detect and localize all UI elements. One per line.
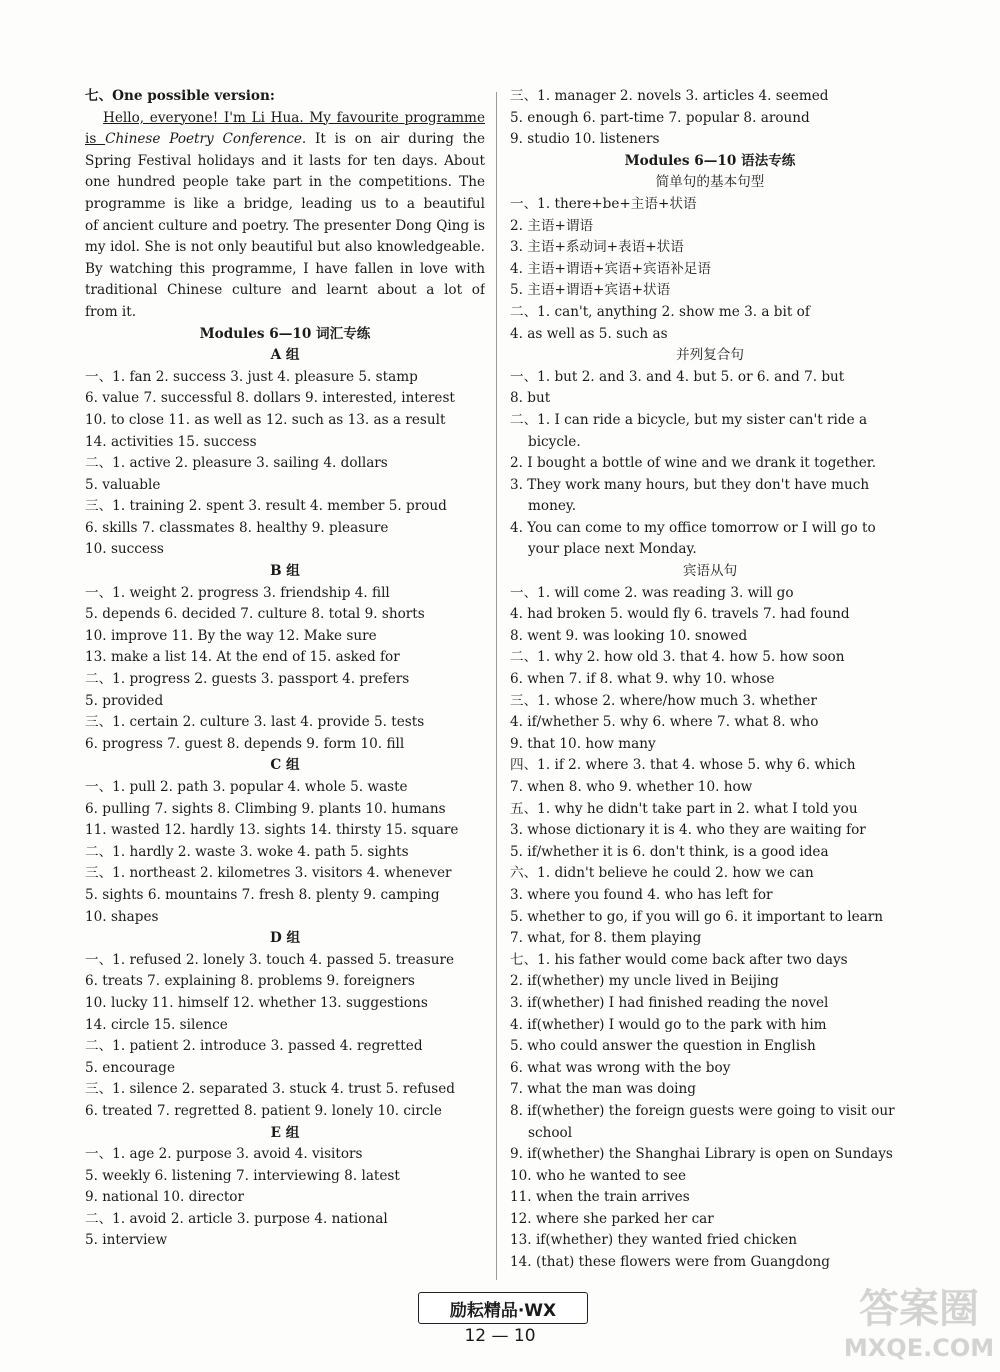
answer-line: 9. that 10. how many xyxy=(510,735,656,752)
answer-line: 5. if/whether it is 6. don't think, is a good idea xyxy=(510,843,829,860)
answer-line: 5. interview xyxy=(85,1232,168,1249)
answer-line: bicycle. xyxy=(528,433,581,450)
answer-line: 一、1. refused 2. lonely 3. touch 4. passed 5. treasure xyxy=(85,951,454,968)
answer-line: 二、1. why 2. how old 3. that 4. how 5. how soon xyxy=(510,649,845,666)
answer-line: 14. (that) these flowers were from Guangdong xyxy=(510,1254,830,1271)
answer-line: 七、1. his father would come back after two days xyxy=(510,951,848,968)
essay-line: of ancient culture and poetry. The presenter Dong Qing is xyxy=(85,217,485,234)
answer-line: 5. sights 6. mountains 7. fresh 8. plenty 9. camping xyxy=(85,886,440,903)
answer-line: 5. enough 6. part-time 7. popular 8. around xyxy=(510,109,810,126)
group-heading: E 组 xyxy=(270,1124,300,1141)
answer-line: 一、1. will come 2. was reading 3. will go xyxy=(510,584,794,601)
answer-line: 9. studio 10. listeners xyxy=(510,131,660,148)
answer-line: 5. provided xyxy=(85,692,164,709)
answer-line: 13. if(whether) they wanted fried chicken xyxy=(510,1232,798,1249)
answers-continued xyxy=(510,86,910,151)
essay-line: By watching this programme, I have fallen in love with xyxy=(85,260,485,277)
answer-line: 三、1. whose 2. where/how much 3. whether xyxy=(510,692,817,709)
answer-line: 二、1. can't, anything 2. show me 3. a bit of xyxy=(510,303,810,320)
answer-line: 6. pulling 7. sights 8. Climbing 9. plants 10. humans xyxy=(85,800,446,817)
essay-body xyxy=(85,151,485,302)
answer-line: 二、1. I can ride a bicycle, but my sister can't ride a xyxy=(510,411,868,428)
answer-line: 14. activities 15. success xyxy=(85,433,257,450)
answer-line: 9. if(whether) the Shanghai Library is open on Sundays xyxy=(510,1146,893,1163)
essay-line: Spring Festival holidays and it lasts for ten days. About xyxy=(85,152,485,169)
answer-line: 六、1. didn't believe he could 2. how we can xyxy=(510,865,814,882)
essay-first-line: Hello, everyone! I'm Li Hua. My favourite programme xyxy=(103,109,485,126)
section7-title: 七、One possible version: xyxy=(85,88,275,104)
group-heading: A 组 xyxy=(270,347,300,364)
answer-line: school xyxy=(528,1124,573,1141)
answer-line: 二、1. progress 2. guests 3. passport 4. prefers xyxy=(85,671,410,688)
watermark-logo xyxy=(844,1274,994,1366)
answer-line: 8. but xyxy=(510,390,551,407)
essay-line: one hundred people take part in the competitions. The xyxy=(85,174,485,191)
answer-line: 3. whose dictionary it is 4. who they are waiting for xyxy=(510,822,866,839)
answer-line: 6. treated 7. regretted 8. patient 9. lonely 10. circle xyxy=(85,1102,442,1119)
answer-line: 一、1. there+be+主语+状语 xyxy=(510,195,697,212)
answer-line: 一、1. pull 2. path 3. popular 4. whole 5. waste xyxy=(85,779,408,795)
answer-line: 9. national 10. director xyxy=(85,1189,244,1206)
answer-line: 二、1. hardly 2. waste 3. woke 4. path 5. sights xyxy=(85,843,409,860)
answer-line: 7. what the man was doing xyxy=(510,1081,696,1098)
answer-line: 三、1. certain 2. culture 3. last 4. provide 5. tests xyxy=(85,714,425,731)
answer-line: 6. skills 7. classmates 8. healthy 9. pleasure xyxy=(85,519,389,536)
column-divider xyxy=(496,92,497,1280)
answer-line: 二、1. avoid 2. article 3. purpose 4. national xyxy=(85,1210,388,1227)
essay-line: is Chinese Poetry Conference. It is on air during the xyxy=(85,131,485,148)
answer-line: 6. progress 7. guest 8. depends 9. form 10. fill xyxy=(85,735,405,752)
grammar-sections xyxy=(510,172,910,1273)
brand-logo: 励耘精品·WX xyxy=(418,1292,588,1324)
answer-line: 三、1. silence 2. separated 3. stuck 4. trust 5. refused xyxy=(85,1081,455,1098)
answer-line: 二、1. active 2. pleasure 3. sailing 4. dollars xyxy=(85,455,388,472)
answer-line: 3. where you found 4. who has left for xyxy=(510,886,773,903)
programme-title: Chinese Poetry Conference xyxy=(105,131,302,148)
answer-line: 一、1. fan 2. success 3. just 4. pleasure 5. stamp xyxy=(85,368,418,385)
answer-line: 7. when 8. who 9. whether 10. how xyxy=(510,779,753,795)
section-heading: 并列复合句 xyxy=(676,347,744,364)
group-heading: B 组 xyxy=(270,563,300,580)
answer-line: 10. lucky 11. himself 12. whether 13. suggestions xyxy=(85,994,428,1011)
right-column xyxy=(510,86,910,1274)
answer-line: 4. as well as 5. such as xyxy=(510,325,668,342)
essay-line xyxy=(85,108,485,130)
answer-line: 一、1. weight 2. progress 3. friendship 4. fill xyxy=(85,584,390,601)
group-heading: D 组 xyxy=(269,930,301,947)
answer-line: 五、1. why he didn't take part in 2. what I told you xyxy=(510,800,858,817)
essay-line: my idol. She is not only beautiful but also knowledgeable. xyxy=(85,239,485,256)
answer-line: 7. what, for 8. them playing xyxy=(510,930,702,947)
answer-line: 13. make a list 14. At the end of 15. asked for xyxy=(85,649,400,666)
answer-line: 5. whether to go, if you will go 6. it important to learn xyxy=(510,908,884,925)
answer-line: 4. 主语+谓语+宾语+宾语补足语 xyxy=(510,260,711,277)
answer-line: 4. if(whether) I would go to the park with him xyxy=(510,1016,827,1033)
answer-line: 3. They work many hours, but they don't have much xyxy=(510,476,870,493)
answer-line: 10. shapes xyxy=(85,908,159,925)
essay-last-line: from it. xyxy=(85,303,137,320)
section-heading: 宾语从句 xyxy=(682,563,738,580)
answer-line: 10. who he wanted to see xyxy=(510,1167,687,1184)
essay-line: traditional Chinese culture and learnt about a lot of xyxy=(85,282,485,299)
answer-line: 5. depends 6. decided 7. culture 8. total 9. shorts xyxy=(85,606,425,623)
answer-line: 三、1. training 2. spent 3. result 4. member 5. proud xyxy=(85,498,447,515)
section-heading: 简单句的基本句型 xyxy=(655,174,765,191)
answer-line: 6. treats 7. explaining 8. problems 9. foreigners xyxy=(85,973,415,990)
answer-line: 11. when the train arrives xyxy=(510,1189,690,1206)
essay-line: programme is like a bridge, leading us to a beautiful xyxy=(85,195,485,212)
answer-line: 6. what was wrong with the boy xyxy=(510,1059,731,1076)
answer-line: 3. if(whether) I had finished reading the novel xyxy=(510,994,829,1011)
answer-line: 10. to close 11. as well as 12. such as 13. as a result xyxy=(85,411,446,428)
answer-line: 3. 主语+系动词+表语+状语 xyxy=(510,239,684,256)
answer-line: 一、1. but 2. and 3. and 4. but 5. or 6. and 7. but xyxy=(510,368,845,385)
answer-line: 2. 主语+谓语 xyxy=(510,217,594,234)
answer-line: 6. value 7. successful 8. dollars 9. interested, interest xyxy=(85,390,455,407)
answer-line: 4. had broken 5. would fly 6. travels 7. had found xyxy=(510,606,850,623)
vocab-groups xyxy=(85,345,485,1252)
answer-line: 5. 主语+谓语+宾语+状语 xyxy=(510,282,671,299)
answer-line: 10. success xyxy=(85,541,164,558)
watermark-line1: 答案圈 xyxy=(859,1286,979,1332)
answer-line: 11. wasted 12. hardly 13. sights 14. thirsty 15. square xyxy=(85,822,459,839)
answer-line: 10. improve 11. By the way 12. Make sure xyxy=(85,627,377,644)
vocab-heading: Modules 6—10 词汇专练 xyxy=(199,325,371,342)
answer-line: 5. valuable xyxy=(85,476,161,493)
page-number: 12 — 10 xyxy=(464,1326,536,1346)
answer-line: 12. where she parked her car xyxy=(510,1210,714,1227)
answer-line: money. xyxy=(528,498,577,515)
answer-line: 4. if/whether 5. why 6. where 7. what 8. who xyxy=(510,714,819,731)
answer-line: your place next Monday. xyxy=(528,541,697,558)
grammar-heading: Modules 6—10 语法专练 xyxy=(624,152,796,169)
answer-line: 5. weekly 6. listening 7. interviewing 8. latest xyxy=(85,1167,400,1184)
answer-line: 14. circle 15. silence xyxy=(85,1016,228,1033)
answer-line: 三、1. manager 2. novels 3. articles 4. seemed xyxy=(510,88,829,104)
watermark-line2: MXQE.COM xyxy=(844,1334,994,1362)
answer-line: 2. I bought a bottle of wine and we drank it together. xyxy=(510,455,877,472)
answer-line: 三、1. northeast 2. kilometres 3. visitors 4. whenever xyxy=(85,865,452,882)
answer-line: 6. when 7. if 8. what 9. why 10. whose xyxy=(510,671,775,688)
answer-line: 8. if(whether) the foreign guests were going to visit our xyxy=(510,1102,895,1119)
left-column xyxy=(85,86,485,1252)
answer-line: 8. went 9. was looking 10. snowed xyxy=(510,627,748,644)
answer-line: 一、1. age 2. purpose 3. avoid 4. visitors xyxy=(85,1146,363,1163)
answer-line: 2. if(whether) my uncle lived in Beijing xyxy=(510,973,779,990)
answer-line: 5. who could answer the question in English xyxy=(510,1038,816,1055)
answer-line: 5. encourage xyxy=(85,1059,175,1076)
answer-line: 二、1. patient 2. introduce 3. passed 4. regretted xyxy=(85,1038,423,1055)
answer-line: 4. You can come to my office tomorrow or I will go to xyxy=(510,519,876,536)
group-heading: C 组 xyxy=(270,757,300,774)
answer-line: 四、1. if 2. where 3. that 4. whose 5. why 6. which xyxy=(510,757,856,774)
